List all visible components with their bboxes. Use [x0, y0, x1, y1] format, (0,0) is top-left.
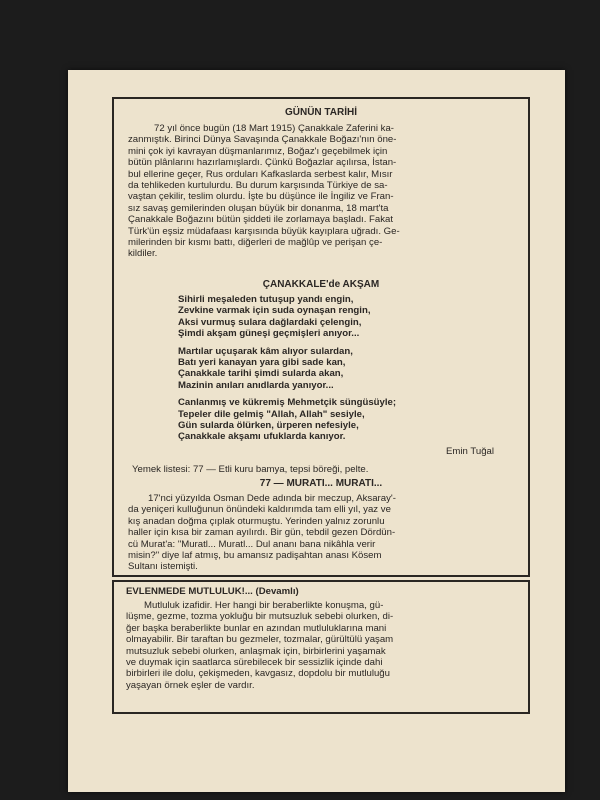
poem-author: Emin Tuğal: [446, 446, 494, 457]
section-title-gunun-tarihi: GÜNÜN TARİHİ: [284, 107, 358, 118]
poem-line: Canlanmış ve kükremiş Mehmetçik süngüsüyle;: [178, 397, 397, 409]
history-paragraph: [128, 123, 518, 260]
top-frame: [112, 97, 530, 577]
mutluluk-paragraph: [126, 600, 518, 691]
poem-line: Batı yeri kanayan yara gibi sade kan,: [178, 357, 346, 369]
menu-line: Yemek listesi: 77 — Etli kuru bamya, tepsi böreği, pelte.: [132, 464, 369, 475]
text-line: misin?" diye laf atmış, bu amansız padişahtan anası Kösem: [128, 550, 382, 562]
text-line: kildiler.: [128, 248, 158, 260]
text-line: bul ellerine geçer, Rus orduları Kafkaslarda serbest kalır, Mısır: [128, 168, 393, 180]
text-line: ve duymak için saatlarca sürebilecek bir sessizlik içinde dahi: [126, 657, 383, 669]
poem-line: Çanakkale tarihi şimdi sularda akan,: [178, 368, 344, 380]
poem-line: Martılar uçuşarak kâm alıyor sulardan,: [178, 345, 353, 357]
text-line: kış anadan doğma çıplak oturmuştu. Yerinden yalnız zorunlu: [128, 515, 385, 527]
poem-line: Sihirli meşaleden tutuşup yandı engin,: [178, 294, 354, 305]
poem-line: Tepeler dile gelmiş "Allah, Allah" sesiyle,: [178, 408, 365, 420]
text-line: milerinden bir kısmı battı, diğerleri de mağlûp ve perişan çe-: [128, 237, 383, 249]
text-line: 72 yıl önce bugün (18 Mart 1915) Çanakkale Zaferini ka-: [154, 123, 394, 134]
text-line: yaşayan örnek eşler de vardır.: [126, 679, 255, 691]
section-title-evlenmede: EVLENMEDE MUTLULUK!... (Devamlı): [126, 586, 299, 597]
text-line: cü Murat'a: "Muratl... Muratl... Dul ananı bana nikâhla verir: [128, 538, 376, 550]
text-line: olmayabilir. Bir taraftan bu gezmeler, tozmalar, gürültülü yaşam: [126, 634, 394, 646]
text-line: da tehlikeden kurtulurdu. Bu durum karşısında Türkiye de sa-: [128, 180, 388, 192]
poem-line: Aksi vurmuş sulara dağlardaki çelengin,: [178, 316, 362, 328]
text-line: Türk'ün eşsiz müdafaası karşısında büyük kayıplara uğradı. Ge-: [128, 225, 400, 237]
text-line: bütün plânlarını hazırlamışlardı. Çünkü Boğazlar açılırsa, İstan-: [128, 157, 397, 169]
text-line: zanmıştık. Birinci Dünya Savaşında Çanakkale Boğazı'nın öne-: [128, 134, 397, 146]
text-line: ğer başka beraberlikte bunlar en azından mutluluklarına mani: [126, 622, 387, 634]
text-line: haller için kısa bir zaman ayılırdı. Bir gün, tebdil gezen Dördün-: [128, 527, 396, 539]
section-title-murati: 77 — MURATI... MURATI...: [259, 478, 383, 489]
poem-line: Mazinin anıları anıdlarda yanıyor...: [178, 379, 334, 391]
text-line: da yeniçeri kulluğunun önündeki kaldırımda tam elli yıl, yaz ve: [128, 504, 391, 516]
text-line: Mutluluk izafidir. Her hangi bir beraberlikte konuşma, gü-: [144, 600, 384, 611]
text-line: vaştan çekilir, teslim olurdu. İşte bu düşünce ile İngiliz ve Fran-: [128, 191, 394, 203]
poem-line: Şimdi akşam güneşi geçmişleri anıyor...: [178, 328, 360, 340]
text-line: Çanakkale Boğazını bütün şiddeti ile zorlamaya başladı. Fakat: [128, 214, 394, 226]
text-line: birbirleri ile dolu, çekişmeden, kavgasız, dopdolu bir mutluluğu: [126, 668, 390, 680]
poem: [178, 294, 478, 443]
text-line: sız savaş gemilerinden oluşan büyük bir donanma, 18 mart'ta: [128, 202, 389, 214]
poem-line: Zevkine varmak için suda oynaşan rengin,: [178, 305, 371, 317]
poem-line: Çanakkale akşamı ufuklarda kanıyor.: [178, 431, 346, 443]
text-line: mutsuzluk sebebi olurken, anlaşmak için, birbirlerini yaşamak: [126, 645, 386, 657]
murati-paragraph: [128, 493, 518, 573]
bottom-frame: [112, 580, 530, 714]
poem-line: Gün sularda ölürken, ürperen nefesiyle,: [178, 420, 359, 432]
text-line: Sultanı istemişti.: [128, 561, 198, 573]
text-line: lüşme, gezme, tozma yokluğu bir mutsuzluk sebebi olurken, di-: [126, 611, 394, 623]
text-line: mini çok iyi kavrayan düşmanlarımız, Boğaz'ı geçebilmek için: [128, 145, 388, 157]
text-line: 17'nci yüzyılda Osman Dede adında bir meczup, Aksaray'-: [148, 493, 396, 504]
poem-title: ÇANAKKALE'de AKŞAM: [262, 279, 380, 290]
